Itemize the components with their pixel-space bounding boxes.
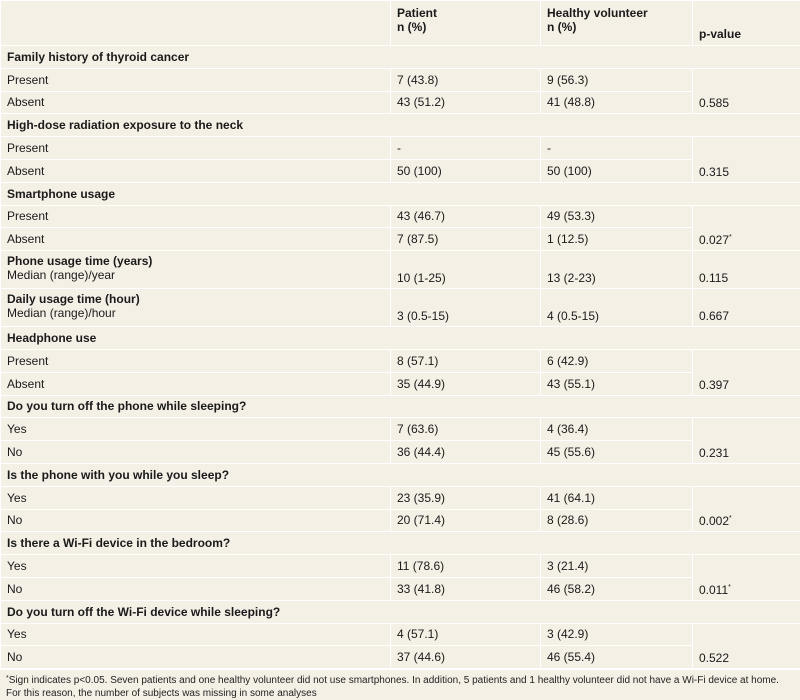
section-title: Do you turn off the Wi-Fi device while sleeping? [1, 600, 800, 623]
row-label [1, 289, 391, 327]
patient-value: 10 (1-25) [391, 251, 541, 289]
healthy-value: 41 (64.1) [541, 486, 693, 509]
section-row [1, 395, 800, 418]
table-row [1, 418, 800, 441]
row-label: Present [1, 68, 391, 91]
header-p-value [693, 1, 800, 46]
row-label: Present [1, 205, 391, 228]
row-label: Yes [1, 623, 391, 646]
table-row [1, 205, 800, 228]
row-label: Absent [1, 228, 391, 251]
patient-value: 43 (51.2) [391, 91, 541, 114]
row-label: Yes [1, 418, 391, 441]
footnote-text: Sign indicates p<0.05. Seven patients and one healthy volunteer did not use smartphones. In addition, 5 patients and 1 healthy volunteer did not have a Wi-Fi device at home. For this reason, the number of subjects was missing in some analyses [6, 675, 779, 699]
p-value: 0.115 [693, 251, 800, 289]
section-row [1, 532, 800, 555]
row-subtitle: Median (range)/year [7, 268, 115, 282]
patient-value: 4 (57.1) [391, 623, 541, 646]
table-row [1, 441, 800, 464]
row-label: Yes [1, 555, 391, 578]
section-title: High-dose radiation exposure to the neck [1, 114, 800, 137]
patient-value: - [391, 137, 541, 160]
healthy-value: 4 (0.5-15) [541, 289, 693, 327]
patient-value: 23 (35.9) [391, 486, 541, 509]
table-footnote [0, 669, 800, 700]
significance-mark: * [729, 515, 732, 522]
row-label: No [1, 441, 391, 464]
section-title: Is the phone with you while you sleep? [1, 463, 800, 486]
patient-value: 36 (44.4) [391, 441, 541, 464]
row-label: Absent [1, 372, 391, 395]
row-label [1, 251, 391, 289]
header-healthy-volunteer [541, 1, 693, 46]
p-value: 0.667 [693, 289, 800, 327]
table-row [1, 91, 800, 114]
healthy-value: 13 (2-23) [541, 251, 693, 289]
healthy-value: 8 (28.6) [541, 509, 693, 532]
row-label: No [1, 646, 391, 669]
footnote-mark: * [6, 675, 9, 682]
p-value: 0.315 [693, 137, 800, 183]
header-patient [391, 1, 541, 46]
header-patient-label: Patient [397, 6, 437, 20]
table-row [1, 623, 800, 646]
table-row [1, 289, 800, 327]
healthy-value: 41 (48.8) [541, 91, 693, 114]
patient-value: 35 (44.9) [391, 372, 541, 395]
p-value: 0.585 [693, 68, 800, 114]
row-label: Present [1, 349, 391, 372]
header-p-value-label: p-value [699, 27, 741, 41]
table-row [1, 137, 800, 160]
patient-value: 3 (0.5-15) [391, 289, 541, 327]
significance-mark: * [729, 234, 732, 241]
table-row [1, 159, 800, 182]
healthy-value: 50 (100) [541, 159, 693, 182]
patient-value: 50 (100) [391, 159, 541, 182]
section-row [1, 600, 800, 623]
row-title: Daily usage time (hour) [7, 292, 384, 306]
section-row [1, 46, 800, 69]
row-subtitle: Median (range)/hour [7, 306, 116, 320]
table-row [1, 251, 800, 289]
row-label: Yes [1, 486, 391, 509]
healthy-value: 46 (58.2) [541, 577, 693, 600]
patient-value: 7 (63.6) [391, 418, 541, 441]
row-label: No [1, 577, 391, 600]
healthy-value: 9 (56.3) [541, 68, 693, 91]
row-label: Absent [1, 159, 391, 182]
table-row [1, 372, 800, 395]
section-title: Do you turn off the phone while sleeping? [1, 395, 800, 418]
section-title: Is there a Wi-Fi device in the bedroom? [1, 532, 800, 555]
patient-value: 11 (78.6) [391, 555, 541, 578]
healthy-value: 3 (21.4) [541, 555, 693, 578]
healthy-value: 45 (55.6) [541, 441, 693, 464]
table-row [1, 486, 800, 509]
patient-value: 7 (87.5) [391, 228, 541, 251]
patient-value: 20 (71.4) [391, 509, 541, 532]
section-row [1, 327, 800, 350]
section-row [1, 182, 800, 205]
row-label: Present [1, 137, 391, 160]
table-row [1, 68, 800, 91]
table-row [1, 349, 800, 372]
healthy-value: 6 (42.9) [541, 349, 693, 372]
healthy-value: 1 (12.5) [541, 228, 693, 251]
patient-value: 43 (46.7) [391, 205, 541, 228]
section-row [1, 463, 800, 486]
section-row [1, 114, 800, 137]
p-value: 0.231 [693, 418, 800, 464]
section-title: Family history of thyroid cancer [1, 46, 800, 69]
healthy-value: 49 (53.3) [541, 205, 693, 228]
significance-mark: * [728, 584, 731, 591]
section-title: Headphone use [1, 327, 800, 350]
p-value: 0.397 [693, 349, 800, 395]
row-label: Absent [1, 91, 391, 114]
row-label: No [1, 509, 391, 532]
healthy-value: 4 (36.4) [541, 418, 693, 441]
healthy-value: 43 (55.1) [541, 372, 693, 395]
patient-value: 8 (57.1) [391, 349, 541, 372]
row-title: Phone usage time (years) [7, 254, 384, 268]
header-patient-unit: n (%) [397, 20, 426, 34]
section-title: Smartphone usage [1, 182, 800, 205]
patient-value: 37 (44.6) [391, 646, 541, 669]
p-value: 0.027* [693, 205, 800, 251]
table-row [1, 228, 800, 251]
table-row [1, 509, 800, 532]
healthy-value: - [541, 137, 693, 160]
patient-value: 33 (41.8) [391, 577, 541, 600]
header-healthy-unit: n (%) [547, 20, 576, 34]
table-row [1, 646, 800, 669]
table-row [1, 577, 800, 600]
header-healthy-label: Healthy volunteer [547, 6, 648, 20]
p-value: 0.002* [693, 486, 800, 532]
header-empty-cell [1, 1, 391, 46]
patient-value: 7 (43.8) [391, 68, 541, 91]
p-value: 0.011* [693, 555, 800, 601]
healthy-value: 46 (55.4) [541, 646, 693, 669]
table-header-row [1, 1, 800, 46]
healthy-value: 3 (42.9) [541, 623, 693, 646]
p-value: 0.522 [693, 623, 800, 669]
table-row [1, 555, 800, 578]
